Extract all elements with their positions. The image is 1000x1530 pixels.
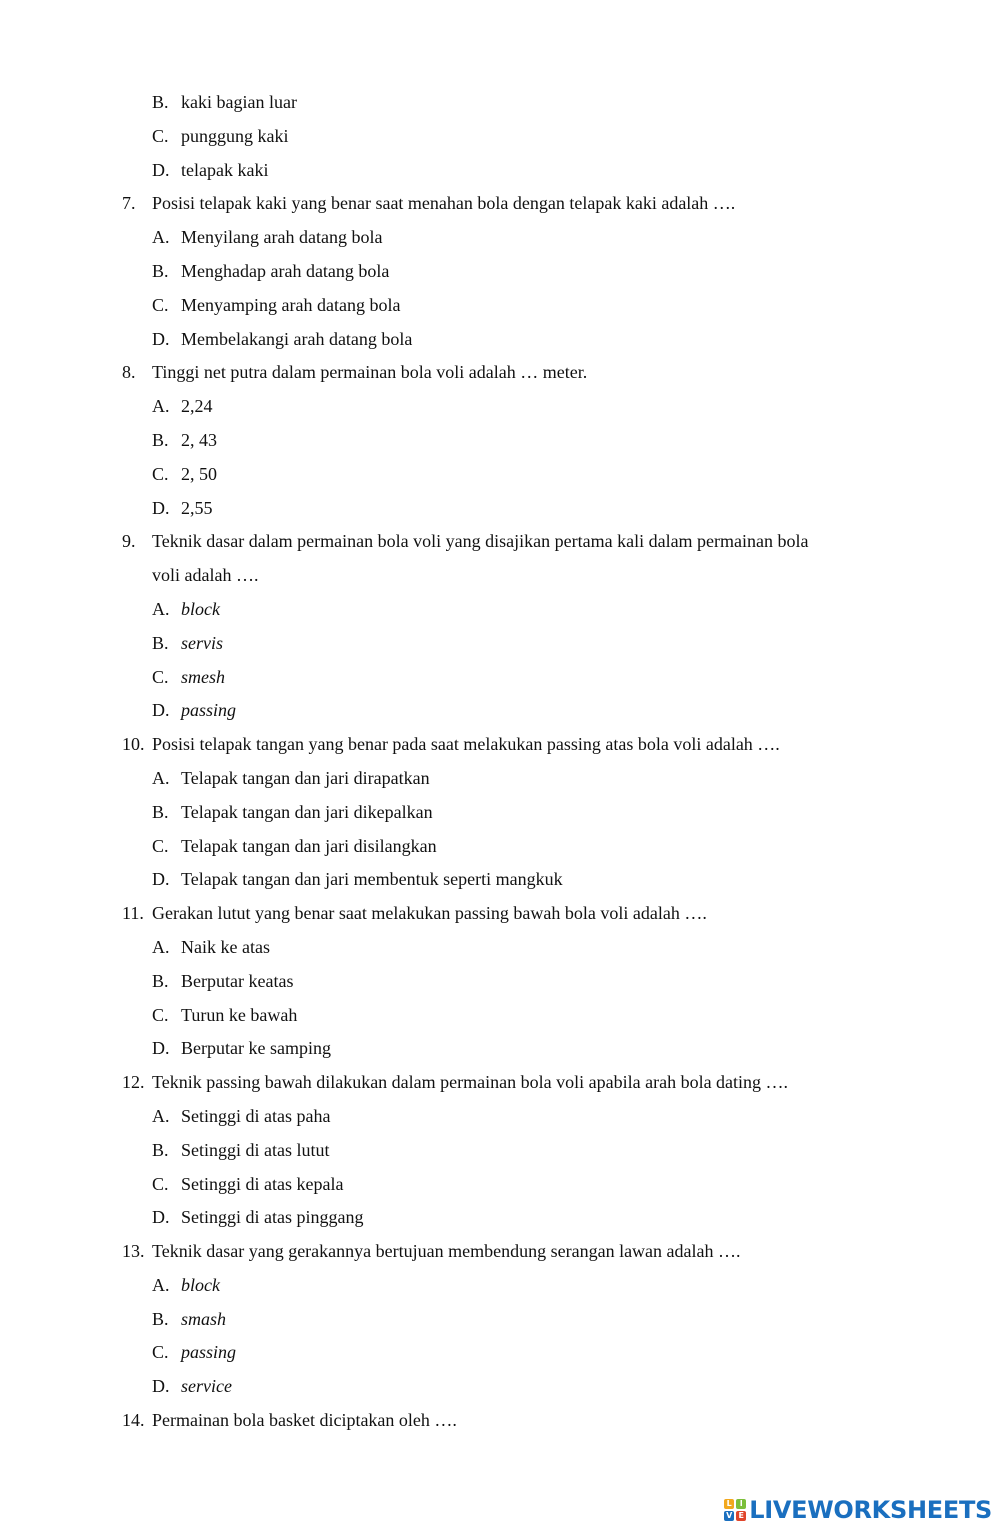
option-text: punggung kaki: [181, 125, 289, 146]
option-text: kaki bagian luar: [181, 92, 297, 112]
logo-tile-l: L: [724, 1499, 734, 1509]
question-text: Permainan bola basket diciptakan oleh ….: [152, 1410, 457, 1431]
option-text: Turun ke bawah: [181, 1004, 298, 1025]
answer-option: [0, 863, 1000, 897]
answer-option: [0, 323, 1000, 357]
question-text-continued: voli adalah ….: [152, 565, 259, 586]
liveworksheets-logo-icon: [724, 1499, 746, 1521]
option-letter: A.: [152, 227, 170, 248]
question: [0, 187, 1000, 221]
answer-option: [0, 931, 1000, 965]
option-text: Berputar keatas: [181, 970, 294, 991]
option-text: block: [181, 598, 220, 619]
option-letter: C.: [152, 666, 169, 687]
answer-option: [0, 458, 1000, 492]
answer-option: [0, 593, 1000, 627]
option-letter: A.: [152, 1105, 170, 1126]
option-letter: A.: [152, 936, 170, 957]
answer-option: [0, 1168, 1000, 1202]
question: [0, 1066, 1000, 1100]
answer-option: [0, 1032, 1000, 1066]
option-letter: D.: [152, 700, 170, 721]
option-text: Telapak tangan dan jari dirapatkan: [181, 767, 430, 788]
option-letter: B.: [152, 970, 169, 991]
question-number: 8.: [122, 362, 136, 383]
option-letter: D.: [152, 1207, 170, 1228]
answer-option: [0, 86, 1000, 120]
option-letter: B.: [152, 801, 169, 822]
question-number: 11.: [122, 903, 144, 924]
logo-tile-e: E: [736, 1511, 746, 1521]
option-letter: B.: [152, 429, 169, 450]
option-text: passing: [181, 1342, 237, 1363]
answer-option: [0, 1134, 1000, 1168]
option-text: Menyilang arah datang bola: [181, 227, 383, 248]
option-letter: D.: [152, 1038, 170, 1059]
option-text: servis: [181, 632, 223, 653]
answer-option: [0, 694, 1000, 728]
option-letter: C.: [152, 294, 169, 315]
option-text: Telapak tangan dan jari dikepalkan: [181, 801, 433, 822]
question-number: 13.: [122, 1241, 145, 1262]
answer-option: [0, 154, 1000, 188]
question: [0, 728, 1000, 762]
option-text: 2, 50: [181, 463, 217, 484]
option-letter: B.: [152, 632, 169, 653]
answer-option: [0, 255, 1000, 289]
answer-option: [0, 424, 1000, 458]
answer-option: [0, 627, 1000, 661]
worksheet-page: [0, 86, 1000, 1438]
question: [0, 356, 1000, 390]
logo-tile-i: I: [736, 1499, 746, 1509]
answer-option: [0, 661, 1000, 695]
question-number: 12.: [122, 1072, 145, 1093]
option-text: block: [181, 1274, 220, 1295]
brand-text: LIVEWORKSHEETS: [749, 1496, 992, 1524]
option-text: Telapak tangan dan jari membentuk seperti mangkuk: [181, 869, 563, 890]
answer-option: [0, 120, 1000, 154]
answer-option: [0, 1303, 1000, 1337]
option-text: Setinggi di atas lutut: [181, 1139, 330, 1160]
option-letter: A.: [152, 396, 170, 417]
question-text: Tinggi net putra dalam permainan bola voli adalah … meter.: [152, 362, 588, 383]
answer-option: [0, 390, 1000, 424]
answer-option: [0, 1336, 1000, 1370]
question: [0, 897, 1000, 931]
option-text: Telapak tangan dan jari disilangkan: [181, 835, 437, 856]
option-letter: C.: [152, 1004, 169, 1025]
question-text: Gerakan lutut yang benar saat melakukan passing bawah bola voli adalah ….: [152, 903, 707, 924]
option-letter: C.: [152, 463, 169, 484]
question-number: 14.: [122, 1410, 145, 1431]
answer-option: [0, 1370, 1000, 1404]
option-letter: C.: [152, 1342, 169, 1363]
option-letter: B.: [152, 1139, 169, 1160]
option-text: smash: [181, 1308, 227, 1329]
option-letter: A.: [152, 1274, 170, 1295]
question-number: 10.: [122, 734, 145, 755]
answer-option: [0, 221, 1000, 255]
option-letter: C.: [152, 125, 169, 146]
answer-option: [0, 1100, 1000, 1134]
option-letter: A.: [152, 598, 170, 619]
option-letter: D.: [152, 497, 170, 518]
option-text: 2,24: [181, 396, 213, 417]
answer-option: [0, 999, 1000, 1033]
answer-option: [0, 830, 1000, 864]
question-text: Posisi telapak tangan yang benar pada saat melakukan passing atas bola voli adalah ….: [152, 734, 780, 755]
question: [0, 525, 1000, 559]
option-text: 2,55: [181, 497, 213, 518]
answer-option: [0, 1201, 1000, 1235]
option-letter: D.: [152, 159, 170, 180]
answer-option: [0, 965, 1000, 999]
option-text: Setinggi di atas pinggang: [181, 1207, 364, 1228]
question: [0, 1235, 1000, 1269]
question: [0, 1404, 1000, 1438]
option-text: Membelakangi arah datang bola: [181, 328, 413, 349]
question-text: Teknik dasar yang gerakannya bertujuan membendung serangan lawan adalah ….: [152, 1241, 741, 1262]
option-letter: A.: [152, 767, 170, 788]
answer-option: [0, 492, 1000, 526]
question-text: Teknik passing bawah dilakukan dalam permainan bola voli apabila arah bola dating ….: [152, 1072, 789, 1093]
option-letter: D.: [152, 869, 170, 890]
option-letter: C.: [152, 835, 169, 856]
option-letter: D.: [152, 1376, 170, 1397]
answer-option: [0, 762, 1000, 796]
option-letter: B.: [152, 1308, 169, 1329]
liveworksheets-brand: [724, 1496, 992, 1524]
option-text: Berputar ke samping: [181, 1038, 331, 1059]
answer-option: [0, 289, 1000, 323]
answer-option: [0, 1269, 1000, 1303]
answer-option: [0, 796, 1000, 830]
option-text: Naik ke atas: [181, 936, 270, 957]
option-letter: C.: [152, 1173, 169, 1194]
option-letter: D.: [152, 328, 170, 349]
option-text: passing: [181, 700, 237, 721]
option-text: Menyamping arah datang bola: [181, 294, 401, 315]
option-text: Setinggi di atas paha: [181, 1105, 331, 1126]
option-text: 2, 43: [181, 429, 217, 450]
option-text: smesh: [181, 666, 225, 687]
option-letter: B.: [152, 260, 169, 281]
option-text: Menghadap arah datang bola: [181, 260, 390, 281]
option-text: telapak kaki: [181, 159, 269, 180]
option-text: service: [181, 1376, 232, 1397]
option-text: Setinggi di atas kepala: [181, 1173, 344, 1194]
question-text: Posisi telapak kaki yang benar saat menahan bola dengan telapak kaki adalah ….: [152, 193, 736, 214]
question-number: 9.: [122, 531, 136, 552]
option-letter: B.: [152, 92, 169, 112]
question-number: 7.: [122, 193, 136, 214]
question-text: Teknik dasar dalam permainan bola voli yang disajikan pertama kali dalam permainan bola: [152, 531, 809, 552]
logo-tile-v: V: [726, 1511, 733, 1520]
